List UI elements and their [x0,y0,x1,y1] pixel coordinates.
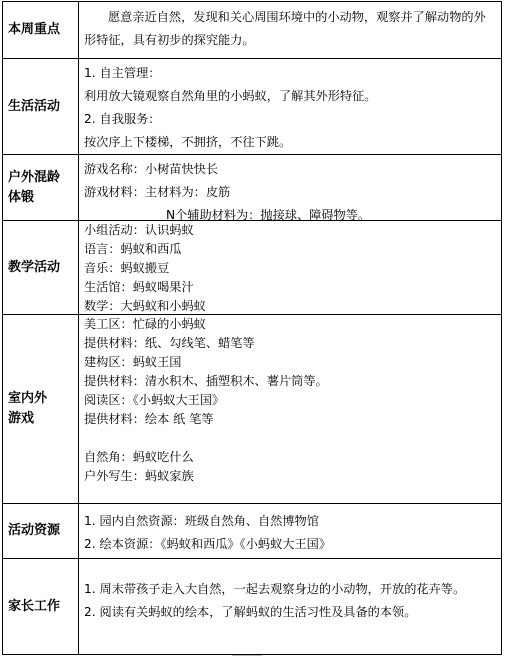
line: 语言：蚂蚁和西瓜 [84,242,182,256]
line: 音乐：蚂蚁搬豆 [84,261,170,275]
row-content-teaching [84,221,495,314]
table-row-games [3,315,501,504]
line: 阅读区：《小蚂蚁大王国》 [84,393,225,407]
row-content-weekly-focus [84,2,495,58]
page-edge-mark [232,655,262,659]
line: 美工区：忙碌的小蚂蚁 [84,317,206,331]
row-content-outdoor-exercise [84,155,495,220]
line: 提供材料：纸、勾线笔、蜡笔等 [84,336,255,350]
row-label-resources: 活动资源 [3,504,79,558]
line: 数学：大蚂蚁和小蚂蚁 [84,299,206,313]
line: 按次序上下楼梯，不拥挤，不往下跳。 [84,135,292,149]
label-line: 体锻 [8,189,35,205]
line: 游戏名称：小树苗快快长 [84,162,219,176]
row-label-teaching: 教学活动 [3,221,79,314]
label-line: 户外混龄 [8,169,61,185]
line: 提供材料：绘本 纸 笔等 [84,412,214,426]
row-label-games [3,315,79,503]
row-content-parents [84,559,495,654]
label-line: 游戏 [8,411,35,426]
row-label-daily-life: 生活活动 [3,59,79,154]
table-row-resources [3,504,501,559]
table-row-weekly-focus [3,2,501,59]
table-row-outdoor-exercise [3,155,501,221]
table-row-daily-life [3,59,501,155]
row-label-parents: 家长工作 [3,559,79,654]
table-row-parents [3,559,501,654]
line: 自然角：蚂蚁吃什么 [84,450,194,464]
row-label-weekly-focus: 本周重点 [3,2,79,58]
blank-line [84,429,495,448]
row-content-games [84,315,495,503]
line: 生活馆：蚂蚁喝果汁 [84,280,194,294]
line: 2. 阅读有关蚂蚁的绘本，了解蚂蚁的生活习性及具备的本领。 [84,605,417,619]
table-row-teaching [3,221,501,315]
line: 利用放大镜观察自然角里的小蚂蚁，了解其外形特征。 [84,89,377,103]
line: 2. 绘本资源：《蚂蚁和西瓜》《小蚂蚁大王国》 [84,537,332,551]
row-content-daily-life [84,59,495,154]
line: 户外写生：蚂蚁家族 [84,469,194,483]
line: 2. 自我服务： [84,112,161,126]
line: 建构区：蚂蚁王国 [84,355,182,369]
line: 游戏材料：主材料为：皮筋 [84,185,231,199]
label-line: 室内外 [8,391,48,406]
line: N个辅助材料为：抛接球、障碍物等。 [166,208,371,222]
line: 1. 周末带孩子走入大自然，一起去观察身边的小动物，开放的花卉等。 [84,582,466,596]
weekly-plan-table [2,1,502,655]
line: 1. 自主管理： [84,66,161,80]
line: 1. 园内自然资源：班级自然角、自然博物馆 [84,514,319,528]
row-label-outdoor-exercise [3,155,79,220]
line: 小组活动：认识蚂蚁 [84,223,194,237]
line: 提供材料：清水积木、插塑积木、薯片筒等。 [84,374,328,388]
row-content-resources [84,504,495,558]
weekly-focus-text: 愿意亲近自然，发现和关心周围环境中的小动物，观察并了解动物的外形特征，具有初步的探究能力。 [84,10,486,47]
